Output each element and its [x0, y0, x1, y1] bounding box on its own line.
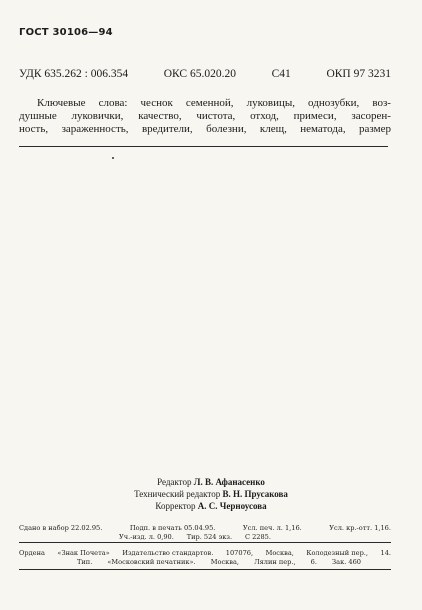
keyword-word: Ключевые [37, 97, 86, 109]
okp-code: ОКП 97 3231 [326, 68, 391, 80]
imprint-item: Уч.-изд. л. 0,90. [119, 533, 174, 541]
imprint-divider-top [19, 542, 391, 543]
footer-item: Лялин пер., [254, 558, 296, 566]
imprint-item: Тир. 524 экз. [186, 533, 233, 541]
keyword-word: засорен- [351, 110, 391, 122]
imprint-item: Усл. кр.-отт. 1,16. [329, 524, 391, 532]
credit-person: Л. В. Афанасенко [193, 477, 265, 487]
footer-item: «Знак Почета» [57, 549, 110, 557]
print-speck [112, 157, 114, 159]
keywords-divider [19, 146, 388, 147]
keyword-word: слова: [98, 97, 128, 109]
footer-item: 6. [310, 558, 317, 566]
keyword-word: вредители, [141, 123, 193, 135]
imprint-item: Сдано в набор 22.02.95. [19, 524, 103, 532]
printer-footer [19, 549, 391, 567]
imprint-item: С 2285. [244, 533, 271, 541]
imprint-item: Усл. печ. л. 1,16. [242, 524, 302, 532]
footer-item: «Московский печатник». [107, 558, 196, 566]
imprint-row-1 [19, 524, 391, 533]
classification-row [19, 68, 391, 80]
keyword-word: однозубки, [308, 97, 360, 109]
credit-role: Корректор [155, 501, 196, 511]
imprint-block [19, 524, 391, 542]
footer-item: Тип. [77, 558, 93, 566]
footer-item: 14. [380, 549, 391, 557]
keyword-word: клещ, [259, 123, 287, 135]
footer-item: 107076, [225, 549, 254, 557]
keyword-word: ность, [19, 123, 49, 135]
keywords-block [19, 97, 391, 136]
footer-item: Ордена [19, 549, 45, 557]
footer-item: Москва, [265, 549, 294, 557]
oks-code: ОКС 65.020.20 [163, 68, 236, 80]
udk-code: УДК 635.262 : 006.354 [19, 68, 129, 80]
footer-divider [19, 569, 391, 570]
credits-block [0, 476, 422, 512]
keyword-word: луковицы, [246, 97, 295, 109]
footer-row-2 [19, 558, 391, 567]
credit-editor [0, 476, 422, 488]
footer-row-1 [19, 549, 391, 558]
imprint-row-2 [19, 533, 391, 542]
imprint-item: Подп. в печать 05.04.95. [129, 524, 216, 532]
credit-person: В. Н. Прусакова [222, 489, 288, 499]
keyword-word: примеси, [293, 110, 337, 122]
credit-proofreader [0, 500, 422, 512]
keyword-word: нематода, [300, 123, 346, 135]
group-code: С41 [271, 68, 291, 80]
keyword-word: душные [19, 110, 57, 122]
keyword-word: воз- [372, 97, 391, 109]
keyword-word: луковички, [71, 110, 124, 122]
footer-item: Издательство стандартов. [122, 549, 214, 557]
footer-item: Колодезный пер., [306, 549, 368, 557]
keywords-line-3 [19, 123, 391, 136]
keyword-word: болезни, [206, 123, 247, 135]
keyword-word: качество, [138, 110, 182, 122]
credit-tech-editor [0, 488, 422, 500]
keyword-word: чистота, [196, 110, 236, 122]
footer-item: Зак. 460 [332, 558, 361, 566]
credit-person: А. С. Черноусова [197, 501, 267, 511]
credit-role: Технический редактор [134, 489, 221, 499]
footer-item: Москва, [210, 558, 239, 566]
keywords-line-2 [19, 110, 391, 123]
keywords-line-1 [19, 97, 391, 110]
keyword-word: размер [359, 123, 391, 135]
keyword-word: зараженность, [61, 123, 129, 135]
keyword-word: чеснок [140, 97, 173, 109]
credit-role: Редактор [157, 477, 192, 487]
standard-code: ГОСТ 30106—94 [19, 27, 113, 38]
keyword-word: семенной, [185, 97, 234, 109]
keyword-word: отход, [250, 110, 279, 122]
